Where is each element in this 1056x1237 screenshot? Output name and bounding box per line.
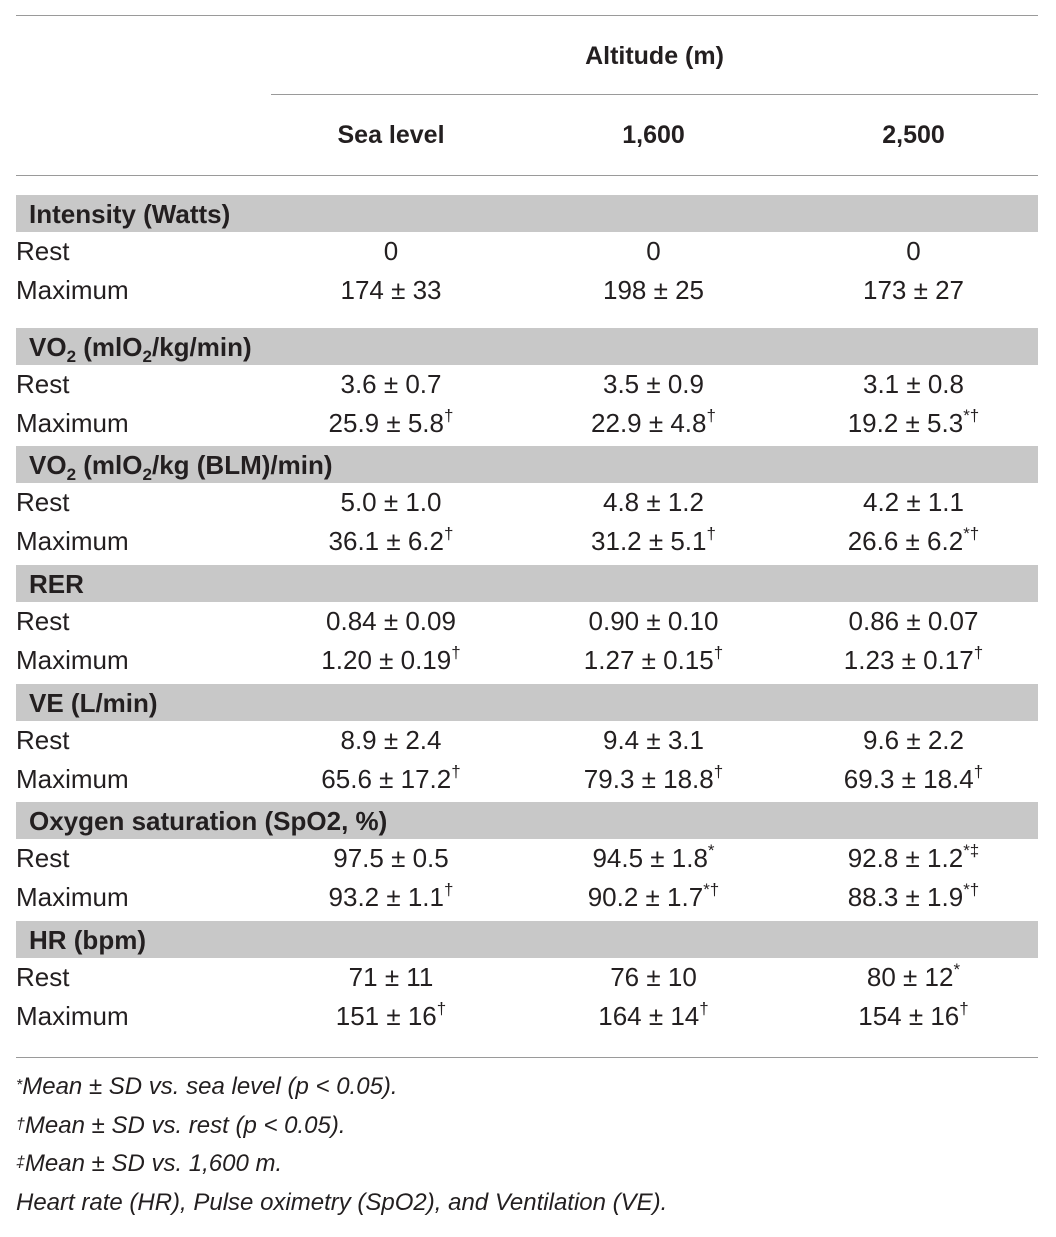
table-row: [16, 641, 1038, 680]
footnote-text: Mean ± SD vs. sea level (p < 0.05).: [22, 1073, 398, 1100]
cell-value: 92.8 ± 1.2: [847, 843, 964, 873]
footnote-marker: *: [16, 1077, 23, 1094]
altitude-rule: [271, 94, 1038, 95]
col-header-sea-level: Sea level: [337, 121, 445, 149]
cell-value: 0: [906, 236, 921, 266]
table-row: [16, 721, 1038, 760]
cell-1600: [531, 606, 776, 637]
cell-sea-level: [271, 369, 511, 400]
altitude-header: Altitude (m): [585, 42, 724, 70]
cell-2500: [791, 408, 1036, 439]
table-row: [16, 232, 1038, 271]
group-header: [16, 565, 1038, 602]
cell-sea-level: [271, 526, 511, 557]
cell-value: 0.90 ± 0.10: [588, 606, 719, 636]
cell-value: 69.3 ± 18.4: [843, 764, 974, 794]
cell-1600: [531, 843, 776, 874]
footnote: [16, 1107, 1038, 1146]
cell-2500: [791, 645, 1036, 676]
cell-value: 0.86 ± 0.07: [848, 606, 979, 636]
cell-value: 3.5 ± 0.9: [602, 369, 704, 399]
group-title-text: (mlO: [76, 450, 143, 480]
subscript: 2: [66, 347, 77, 366]
cell-value: 173 ± 27: [862, 275, 965, 305]
row-label: Rest: [16, 369, 70, 399]
group-title-text: VE (L/min): [29, 688, 158, 718]
cell-value: 26.6 ± 6.2: [847, 526, 964, 556]
cell-2500: [791, 275, 1036, 306]
cell-2500: [791, 764, 1036, 795]
row-label: Rest: [16, 236, 70, 266]
cell-value: 90.2 ± 1.7: [587, 882, 704, 912]
footnote: [16, 1184, 1038, 1223]
cell-value: 31.2 ± 5.1: [591, 526, 707, 556]
cell-sea-level: [271, 764, 511, 795]
row-label: Rest: [16, 606, 70, 636]
group-title-text: VO: [29, 332, 67, 362]
cell-value: 0: [383, 236, 399, 266]
row-label: Rest: [16, 962, 70, 992]
footnote-text: Mean ± SD vs. 1,600 m.: [24, 1150, 283, 1177]
significance-marker: †: [713, 643, 724, 662]
cell-sea-level: [271, 645, 511, 676]
cell-1600: [531, 408, 776, 439]
footnote-marker: ‡: [16, 1154, 25, 1171]
col-header-1600: 1,600: [622, 121, 685, 149]
cell-value: 5.0 ± 1.0: [340, 487, 442, 517]
significance-marker: †: [451, 762, 461, 781]
cell-1600: [531, 275, 776, 306]
cell-1600: [531, 645, 776, 676]
cell-value: 0.84 ± 0.09: [326, 606, 456, 636]
footnote-marker: †: [16, 1115, 25, 1133]
cell-2500: [791, 882, 1036, 913]
group-title-text: (mlO: [76, 332, 143, 362]
cell-value: 22.9 ± 4.8: [591, 408, 707, 438]
row-label: Maximum: [16, 882, 129, 912]
cell-2500: [791, 369, 1036, 400]
group-title-text: /kg/min): [151, 332, 252, 362]
cell-value: 65.6 ± 17.2: [321, 764, 452, 794]
cell-2500: [791, 1001, 1036, 1032]
cell-sea-level: [271, 606, 511, 637]
table-row: [16, 958, 1038, 997]
cell-value: 1.23 ± 0.17: [843, 645, 974, 675]
cell-value: 4.8 ± 1.2: [602, 487, 704, 517]
row-label: Maximum: [16, 645, 129, 675]
row-label: Rest: [16, 487, 70, 517]
cell-1600: [531, 236, 776, 267]
bottom-rule: [16, 1057, 1038, 1058]
cell-sea-level: [271, 725, 511, 756]
significance-marker: †: [973, 762, 984, 781]
group-title-text: Intensity (Watts): [29, 199, 231, 229]
group-header: [16, 921, 1038, 958]
group-title: [29, 925, 146, 956]
cell-value: 164 ± 14: [598, 1001, 700, 1031]
row-label: Maximum: [16, 764, 129, 794]
cell-1600: [531, 1001, 776, 1032]
group-title: [29, 569, 84, 600]
cell-value: 174 ± 33: [340, 275, 442, 305]
cell-2500: [791, 606, 1036, 637]
cell-value: 9.6 ± 2.2: [862, 725, 964, 755]
table-row: [16, 522, 1038, 561]
cell-value: 76 ± 10: [610, 962, 697, 992]
table-row: [16, 760, 1038, 799]
cell-sea-level: [271, 1001, 511, 1032]
cell-2500: [791, 962, 1036, 993]
cell-sea-level: [271, 487, 511, 518]
group-header: [16, 446, 1038, 483]
cell-1600: [531, 882, 776, 913]
row-label: Maximum: [16, 526, 129, 556]
table-footnotes: [16, 1068, 1038, 1222]
cell-sea-level: [271, 882, 511, 913]
header-rule: [16, 175, 1038, 176]
cell-value: 19.2 ± 5.3: [847, 408, 964, 438]
cell-value: 25.9 ± 5.8: [328, 408, 444, 438]
group-title-text: VO: [29, 450, 67, 480]
cell-2500: [791, 487, 1036, 518]
cell-value: 1.20 ± 0.19: [321, 645, 452, 675]
significance-marker: †: [959, 999, 969, 1018]
table-row: [16, 997, 1038, 1036]
group-title-text: Oxygen saturation (SpO2, %): [29, 806, 388, 836]
footnote: [16, 1145, 1038, 1184]
significance-marker: †: [444, 406, 454, 425]
cell-value: 151 ± 16: [335, 1001, 437, 1031]
cell-1600: [531, 487, 776, 518]
cell-sea-level: [271, 408, 511, 439]
significance-marker: †: [706, 524, 716, 543]
cell-value: 80 ± 12: [866, 962, 954, 992]
cell-value: 0: [646, 236, 661, 266]
cell-1600: [531, 369, 776, 400]
table-row: [16, 271, 1038, 310]
footnote: [16, 1068, 1038, 1107]
cell-2500: [791, 236, 1036, 267]
cell-value: 9.4 ± 3.1: [602, 725, 704, 755]
cell-value: 3.6 ± 0.7: [340, 369, 442, 399]
significance-marker: †: [706, 406, 716, 425]
cell-value: 94.5 ± 1.8: [592, 843, 708, 873]
table-row: [16, 839, 1038, 878]
significance-marker: *: [707, 841, 715, 860]
group-title: [29, 688, 158, 719]
table-row: [16, 878, 1038, 917]
cell-value: 71 ± 11: [348, 962, 434, 992]
subscript: 2: [142, 465, 152, 484]
significance-marker: †: [444, 524, 454, 543]
significance-marker: *‡: [963, 841, 980, 860]
group-title: [29, 332, 252, 366]
top-rule: [16, 15, 1038, 16]
cell-value: 97.5 ± 0.5: [333, 843, 449, 873]
group-header: [16, 328, 1038, 365]
cell-value: 88.3 ± 1.9: [847, 882, 964, 912]
footnote-text: Heart rate (HR), Pulse oximetry (SpO2), and Ventilation (VE).: [16, 1188, 668, 1216]
cell-1600: [531, 962, 776, 993]
table-row: [16, 602, 1038, 641]
group-title-text: /kg (BLM)/min): [151, 450, 333, 480]
group-header: [16, 684, 1038, 721]
group-header: [16, 802, 1038, 839]
row-label: Maximum: [16, 1001, 129, 1031]
cell-value: 198 ± 25: [602, 275, 705, 305]
significance-marker: *†: [703, 880, 720, 899]
significance-marker: *†: [963, 880, 980, 899]
row-label: Maximum: [16, 275, 129, 305]
cell-value: 4.2 ± 1.1: [862, 487, 964, 517]
cell-2500: [791, 526, 1036, 557]
row-label: Rest: [16, 843, 70, 873]
cell-value: 36.1 ± 6.2: [328, 526, 444, 556]
table-row: [16, 365, 1038, 404]
row-label: Rest: [16, 725, 70, 755]
footnote-text: Mean ± SD vs. rest (p < 0.05).: [24, 1111, 346, 1139]
cell-1600: [531, 526, 776, 557]
col-header-2500: 2,500: [882, 121, 945, 149]
subscript: 2: [66, 465, 77, 484]
significance-marker: *†: [963, 406, 980, 425]
group-title: [29, 806, 387, 837]
row-label: Maximum: [16, 408, 129, 438]
significance-marker: *: [953, 960, 961, 979]
cell-sea-level: [271, 962, 511, 993]
cell-value: 8.9 ± 2.4: [340, 725, 442, 755]
group-title-text: RER: [29, 569, 84, 599]
cell-sea-level: [271, 236, 511, 267]
cell-sea-level: [271, 275, 511, 306]
significance-marker: †: [699, 999, 709, 1018]
cell-sea-level: [271, 843, 511, 874]
group-title: [29, 450, 333, 484]
group-header: [16, 195, 1038, 232]
significance-marker: †: [451, 643, 461, 662]
cell-2500: [791, 725, 1036, 756]
group-title: [29, 199, 230, 230]
significance-marker: *†: [963, 524, 980, 543]
table-row: [16, 404, 1038, 443]
cell-value: 93.2 ± 1.1: [328, 882, 444, 912]
cell-value: 1.27 ± 0.15: [583, 645, 714, 675]
significance-marker: †: [973, 643, 984, 662]
cell-value: 3.1 ± 0.8: [862, 369, 964, 399]
group-title-text: HR (bpm): [29, 925, 146, 955]
cell-value: 154 ± 16: [858, 1001, 960, 1031]
significance-marker: †: [713, 762, 724, 781]
cell-1600: [531, 764, 776, 795]
cell-2500: [791, 843, 1036, 874]
cell-1600: [531, 725, 776, 756]
significance-marker: †: [436, 999, 447, 1018]
cell-value: 79.3 ± 18.8: [583, 764, 714, 794]
table-row: [16, 483, 1038, 522]
significance-marker: †: [444, 880, 454, 899]
subscript: 2: [142, 347, 152, 366]
